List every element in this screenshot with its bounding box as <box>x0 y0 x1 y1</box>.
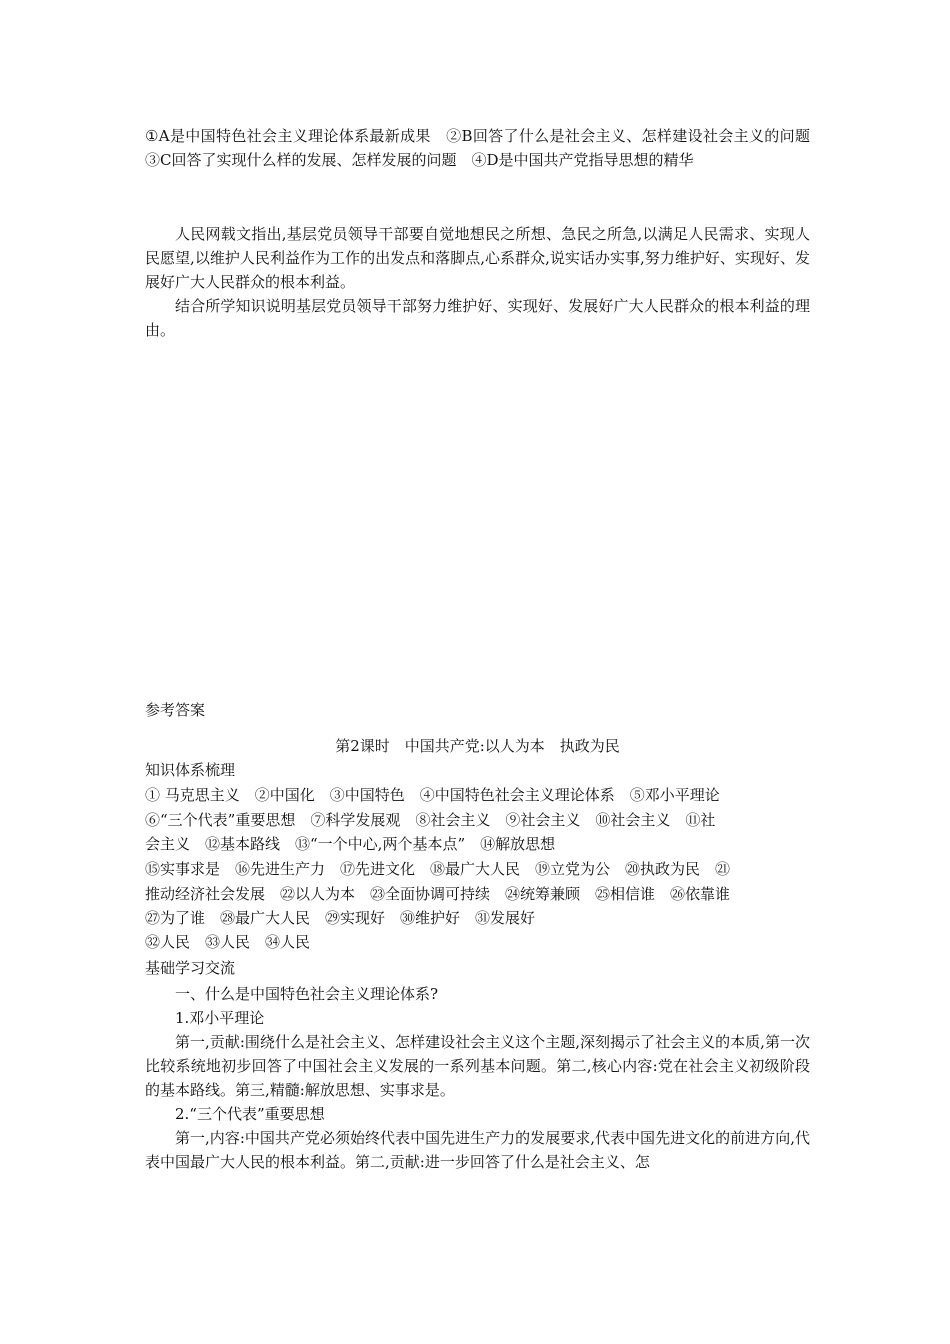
knowledge-line: 会主义 ⑫基本路线 ⑬“一个中心,两个基本点” ⑭解放思想 <box>145 835 556 853</box>
item-text: 第一,贡献:围绕什么是社会主义、怎样建设社会主义这个主题,深刻揭示了社会主义的本质,第一次比较系统地初步回答了中国社会主义发展的一系列基本问题。第二,核心内容:党在社会主义初级阶段的基本路线。第三,精髓:解放思想、实事求是。 <box>145 1033 810 1099</box>
item-title: 1.邓小平理论 <box>175 1009 265 1027</box>
knowledge-line: ㉗为了谁 ㉘最广大人民 ㉙实现好 ㉚维护好 ㉛发展好 <box>145 909 536 927</box>
item-title: 2.“三个代表”重要思想 <box>175 1105 325 1123</box>
knowledge-line: 推动经济社会发展 ㉒以人为本 ㉓全面协调可持续 ㉔统筹兼顾 ㉕相信谁 ㉖依靠谁 <box>145 885 731 903</box>
knowledge-line: ⑥“三个代表”重要思想 ⑦科学发展观 ⑧社会主义 ⑨社会主义 ⑩社会主义 ⑪社 <box>145 811 716 829</box>
knowledge-line: ㉜人民 ㉝人民 ㉞人民 <box>145 933 311 951</box>
knowledge-line: ⑮实事求是 ⑯先进生产力 ⑰先进文化 ⑱最广大人民 ⑲立党为公 ⑳执政为民 ㉑ <box>145 860 731 878</box>
lesson-title: 第2课时 中国共产党:以人为本 执政为民 <box>335 737 620 755</box>
item-text: 第一,内容:中国共产党必须始终代表中国先进生产力的发展要求,代表中国先进文化的前进方向,代表中国最广大人民的根本利益。第二,贡献:进一步回答了什么是社会主义、怎 <box>145 1129 810 1171</box>
question-material <box>145 222 810 342</box>
section-title-basic: 基础学习交流 <box>145 959 236 977</box>
question-prompt: 结合所学知识说明基层党员领导干部努力维护好、实现好、发展好广大人民群众的根本利益的理由。 <box>145 297 810 339</box>
knowledge-line: ① 马克思主义 ②中国化 ③中国特色 ④中国特色社会主义理论体系 ⑤邓小平理论 <box>145 786 720 804</box>
question-heading: 一、什么是中国特色社会主义理论体系? <box>175 985 439 1003</box>
section-title-knowledge: 知识体系梳理 <box>145 761 236 779</box>
material-text: 人民网载文指出,基层党员领导干部要自觉地想民之所想、急民之所急,以满足人民需求、实现人民愿望,以维护人民利益作为工作的出发点和落脚点,心系群众,说实话办实事,努力维护好、实现好、发展好广大人民群众的根本利益。 <box>145 225 810 291</box>
question-options <box>145 124 826 172</box>
answers-heading: 参考答案 <box>145 701 206 719</box>
options-text: ①A是中国特色社会主义理论体系最新成果 ②B回答了什么是社会主义、怎样建设社会主义的问题 ③C回答了实现什么样的发展、怎样发展的问题 ④D是中国共产党指导思想的精华 <box>145 127 826 169</box>
basic-content <box>145 982 810 1174</box>
